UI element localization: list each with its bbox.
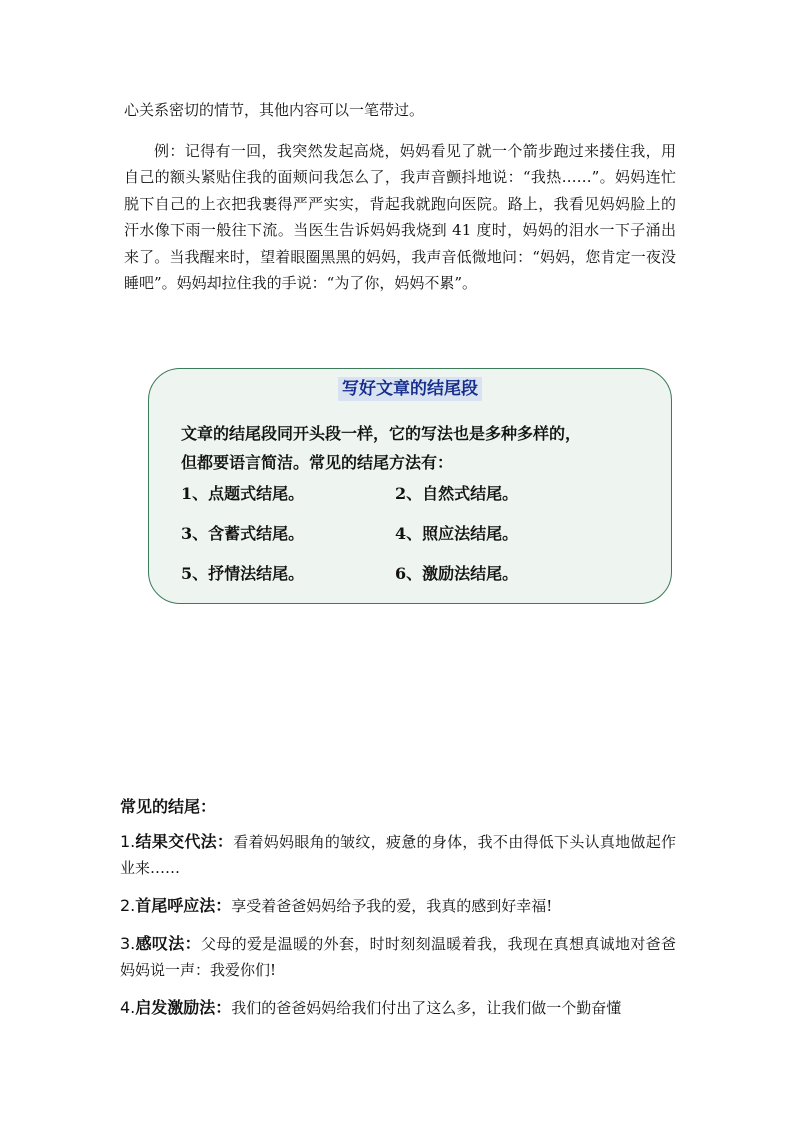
ending-number: 2. (120, 896, 136, 915)
ending-text: 我们的爸爸妈妈给我们付出了这么多，让我们做一个勤奋懂 (231, 999, 622, 1017)
ending-methods-box (148, 368, 672, 604)
box-desc-line-2: 但都要语言简洁。常见的结尾方法有： (181, 453, 454, 472)
ending-text: 享受着爸爸妈妈给予我的爱，我真的感到好幸福! (231, 897, 553, 915)
method-item: 3、含蓄式结尾。 (181, 524, 305, 543)
ending-number: 3. (120, 934, 136, 953)
ending-text: 看着妈妈眼角的皱纹，疲惫的身体，我不由得低下头认真地做起作业来…… (120, 833, 676, 877)
method-item: 2、自然式结尾。 (395, 484, 519, 503)
method-item: 1、点题式结尾。 (181, 484, 305, 503)
ending-item (120, 829, 676, 881)
ending-name: 感叹法： (135, 934, 201, 953)
box-title-text: 写好文章的结尾段 (338, 377, 482, 401)
intro-line: 心关系密切的情节，其他内容可以一笔带过。 (124, 101, 425, 119)
ending-number: 4. (120, 998, 136, 1017)
ending-item (120, 995, 676, 1021)
ending-text: 父母的爱是温暖的外套，时时刻刻温暖着我，我现在真想真诚地对爸爸妈妈说一声：我爱你们! (120, 935, 676, 979)
box-title (149, 377, 671, 401)
ending-name: 结果交代法： (135, 832, 234, 851)
method-item: 6、激励法结尾。 (395, 564, 519, 583)
method-item: 5、抒情法结尾。 (181, 564, 305, 583)
ending-name: 启发激励法： (135, 998, 232, 1017)
ending-item (120, 893, 676, 919)
ending-name: 首尾呼应法： (135, 896, 232, 915)
example-text: 例：记得有一回，我突然发起高烧，妈妈看见了就一个箭步跑过来搂住我，用自己的额头紧贴住我的面颊问我怎么了，我声音颤抖地说：“我热……”。妈妈连忙脱下自己的上衣把我裹得严严实实，背起我就跑向医院。路上，我看见妈妈脸上的汗水像下雨一般往下流。当医生告诉妈妈我烧到 41 度时，妈妈的泪水一下子涌出来了。当我醒来时，望着眼圈黑黑的妈妈，我声音低微地问：“妈妈，您肯定一夜没睡吧”。妈妈却拉住我的手说：“为了你，妈妈不累”。 (124, 142, 676, 293)
section-title: 常见的结尾： (120, 797, 217, 816)
example-paragraph (124, 138, 676, 296)
ending-number: 1. (120, 832, 136, 851)
ending-item (120, 931, 676, 983)
method-item: 4、照应法结尾。 (395, 524, 519, 543)
box-desc-line-1: 文章的结尾段同开头段一样，它的写法也是多种多样的， (181, 424, 582, 443)
box-description (181, 419, 651, 477)
